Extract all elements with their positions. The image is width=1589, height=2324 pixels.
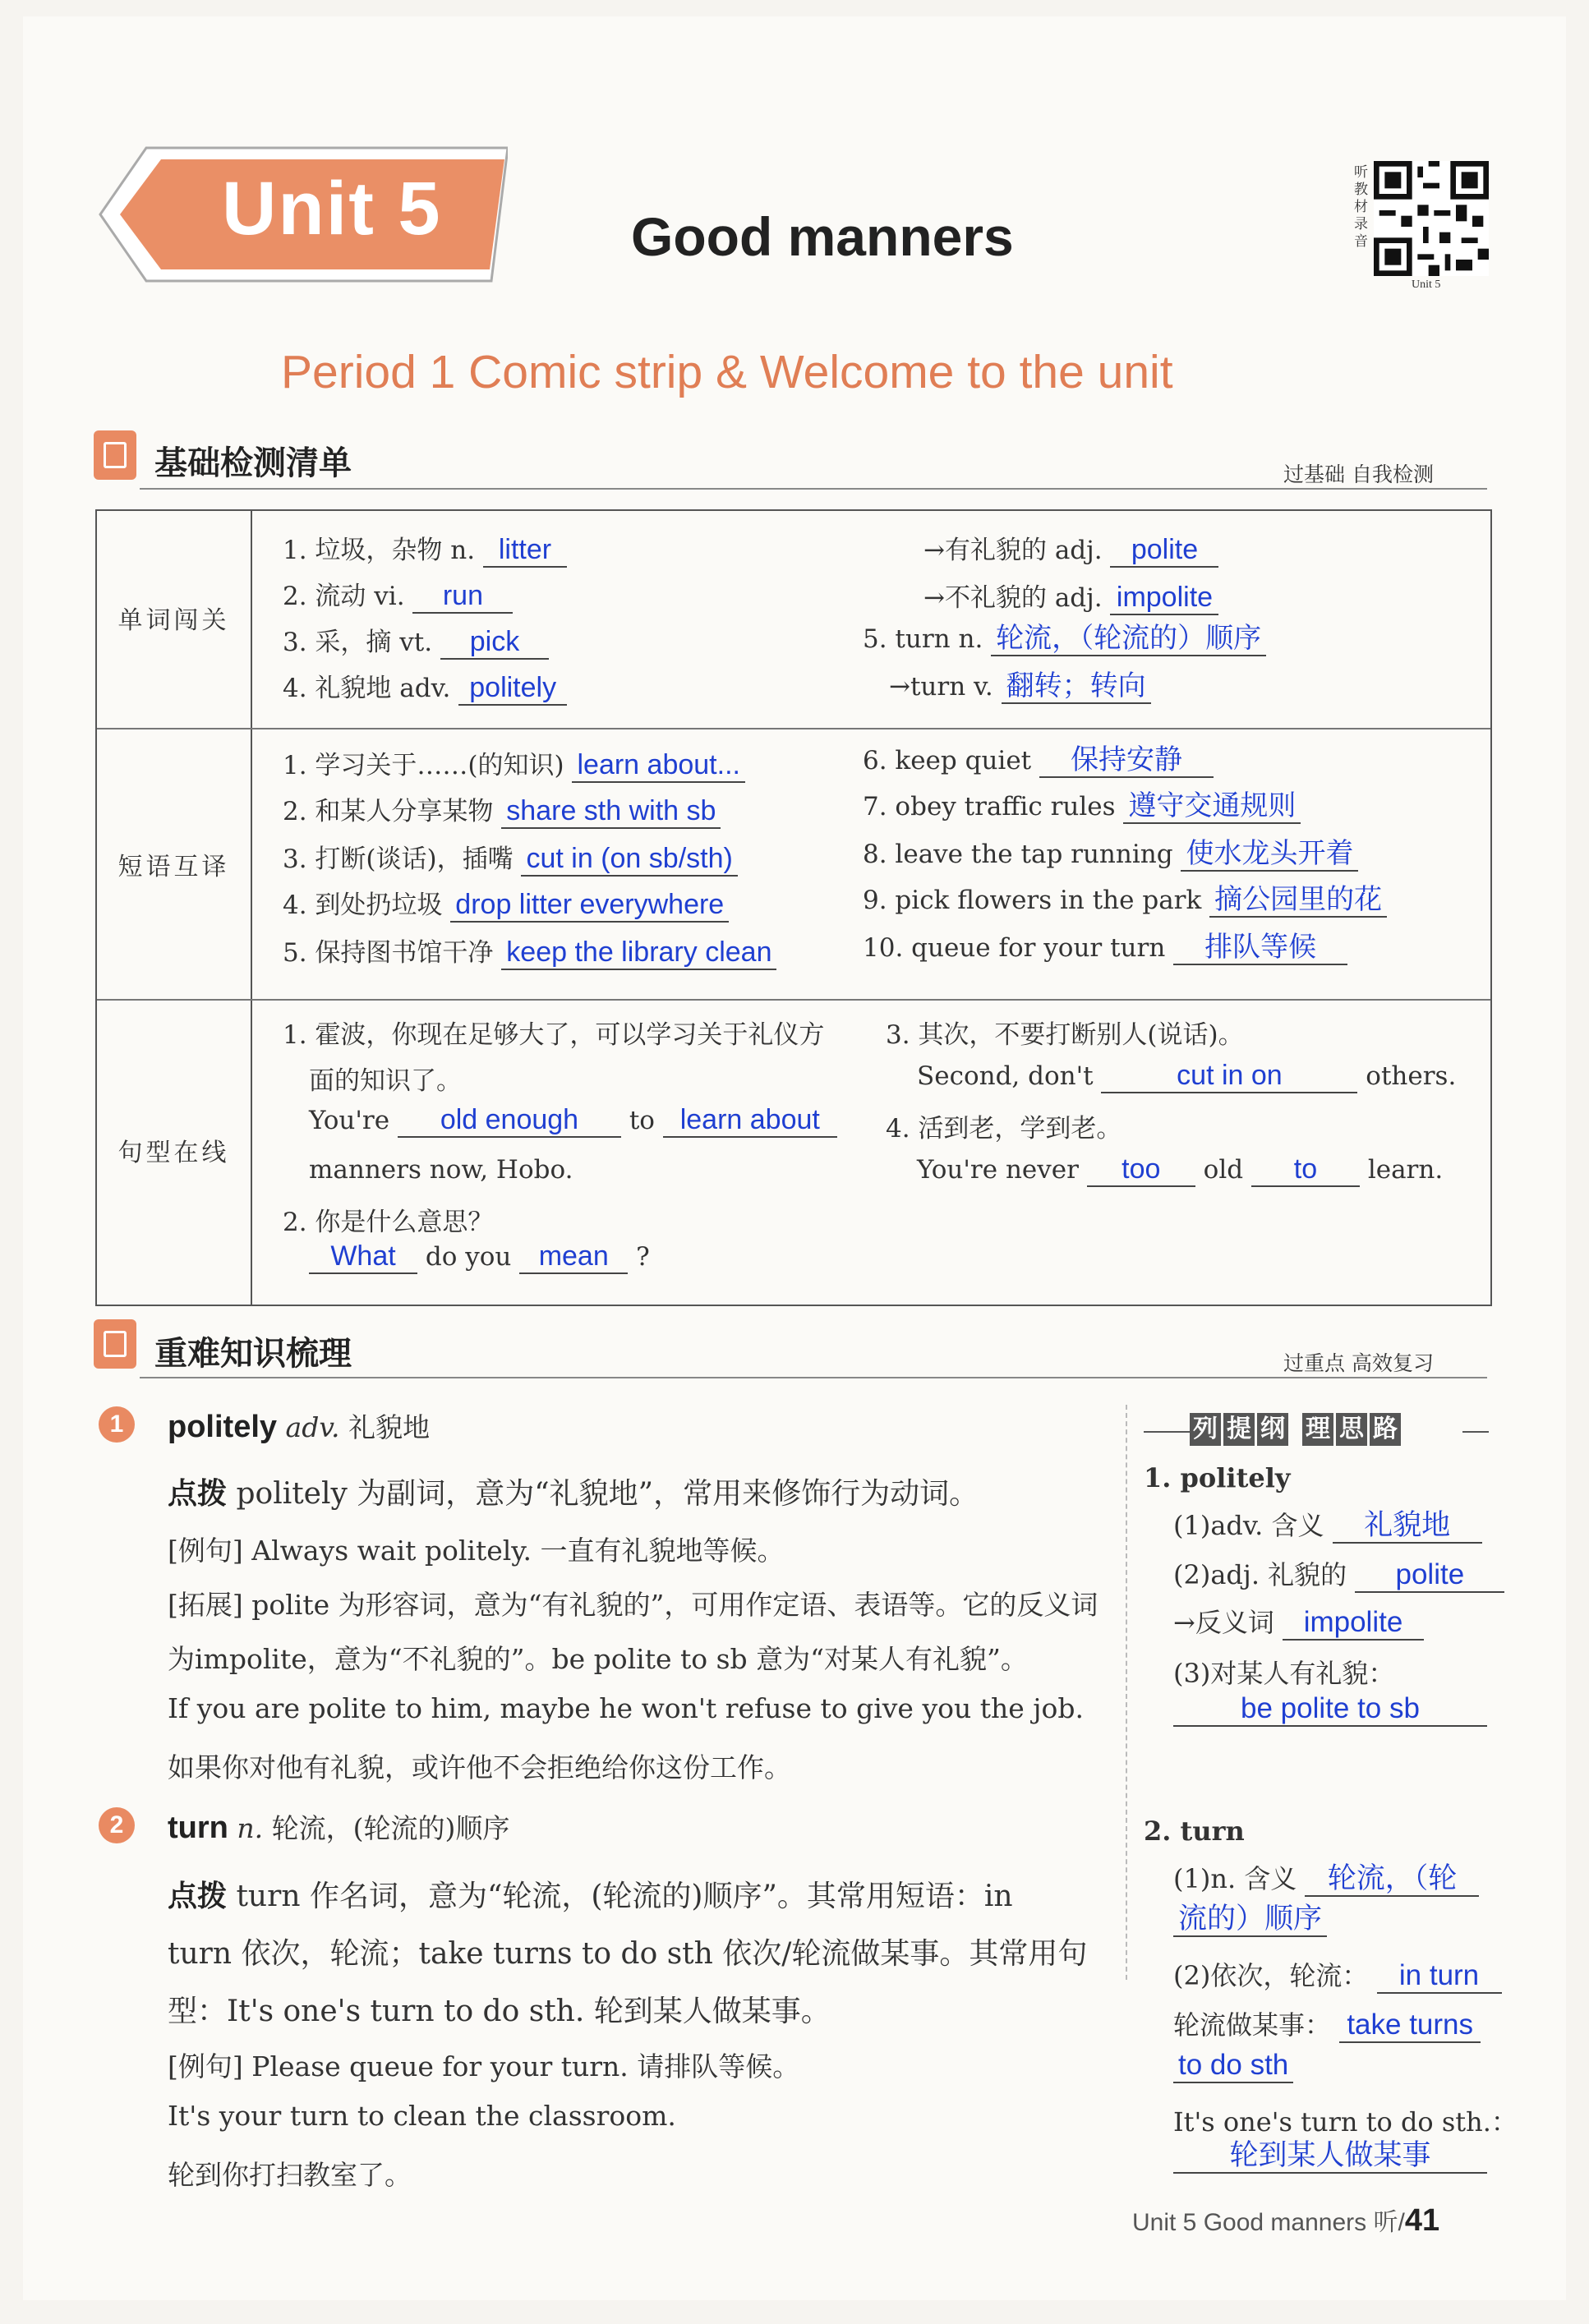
tip-line: 型：It's one's turn to do sth. 轮到某人做某事。 xyxy=(168,1995,831,2028)
sidebar-item-title: 2. turn xyxy=(1144,1815,1245,1847)
tip-line: turn 依次，轮流；take turns to do sth 依次/轮流做某事。其常用句 xyxy=(168,1937,1088,1971)
exercise-table xyxy=(95,509,1492,1306)
table-row-divider xyxy=(97,728,1490,729)
sentence-en: Second, don't cut in on others. xyxy=(917,1060,1456,1093)
answer-blank[interactable]: polite xyxy=(1355,1558,1504,1593)
page-footer: Unit 5 Good manners 听/41 xyxy=(1132,2203,1440,2238)
phrase-item: 3. 打断(谈话)，插嘴 cut in (on sb/sth) xyxy=(283,838,738,877)
row-label-phrases: 短语互译 xyxy=(117,853,230,881)
table-row-divider xyxy=(97,999,1490,1001)
page-title: Good manners xyxy=(631,206,1014,267)
sentence-cn: 2. 你是什么意思？ xyxy=(283,1208,494,1237)
phrase-item: 1. 学习关于……(的知识) learn about... xyxy=(283,744,745,783)
sidebar-header xyxy=(1190,1413,1403,1446)
chip: 理 xyxy=(1302,1413,1333,1446)
qr-side-label: 听教材录音 xyxy=(1354,164,1368,250)
answer-blank[interactable]: 遵守交通规则 xyxy=(1123,790,1301,824)
word-item: 3. 采，摘 vt. pick xyxy=(283,621,549,660)
answer-blank[interactable]: 礼貌地 xyxy=(1333,1509,1482,1544)
section2-tag: 过重点 高效复习 xyxy=(1283,1351,1434,1375)
tip-line: 点拨 turn 作名词，意为“轮流，(轮流的)顺序”。其常用短语：in xyxy=(168,1880,1013,1913)
answer-blank[interactable]: cut in (on sb/sth) xyxy=(521,843,737,877)
sidebar-line xyxy=(1173,2139,1487,2174)
sentence-en: What do you mean ? xyxy=(309,1240,650,1274)
answer-blank[interactable]: 翻转；转向 xyxy=(1002,670,1151,704)
example-line: It's your turn to clean the classroom. xyxy=(168,2100,676,2132)
qr-code-icon[interactable] xyxy=(1374,161,1489,276)
answer-blank[interactable]: take turns xyxy=(1339,2009,1481,2043)
answer-blank[interactable]: 流的）顺序 xyxy=(1173,1903,1327,1937)
qr-caption: Unit 5 xyxy=(1412,278,1441,291)
phrase-item: 5. 保持图书馆干净 keep the library clean xyxy=(283,932,776,970)
sentence-cn: 1. 霍波，你现在足够大了，可以学习关于礼仪方 xyxy=(283,1020,825,1050)
extension-line: 如果你对他有礼貌，或许他不会拒绝给你这份工作。 xyxy=(168,1751,791,1783)
headword: politely adv. 礼貌地 xyxy=(168,1410,431,1444)
answer-blank[interactable]: 轮流，（轮 xyxy=(1305,1862,1479,1897)
sidebar-line: (2)依次，轮流： in turn xyxy=(1173,1955,1502,1994)
sidebar-line xyxy=(1173,2049,1293,2083)
word-item: →有礼貌的 adj. polite xyxy=(923,529,1218,568)
section-icon xyxy=(94,430,136,480)
phrase-item: 8. leave the tap running 使水龙头开着 xyxy=(863,838,1358,872)
phrase-item: 4. 到处扔垃圾 drop litter everywhere xyxy=(283,884,729,923)
answer-blank[interactable]: 排队等候 xyxy=(1173,932,1347,965)
word-item: →turn v. 翻转；转向 xyxy=(889,670,1151,704)
sidebar-line: (1)n. 含义 轮流，（轮 xyxy=(1173,1858,1479,1897)
answer-blank[interactable]: run xyxy=(412,580,513,614)
extension-line: [拓展] polite 为形容词，意为“有礼貌的”，可用作定语、表语等。它的反义词 xyxy=(168,1589,1098,1621)
section1-rule xyxy=(140,488,1487,490)
sidebar-line: It's one's turn to do sth.： xyxy=(1173,2106,1518,2138)
word-item: 1. 垃圾，杂物 n. litter xyxy=(283,529,567,568)
row-label-words: 单词闯关 xyxy=(117,606,230,635)
answer-blank[interactable]: impolite xyxy=(1110,582,1218,615)
sidebar-rule xyxy=(1462,1431,1489,1433)
phrase-item: 7. obey traffic rules 遵守交通规则 xyxy=(863,790,1301,824)
answer-blank[interactable]: learn about... xyxy=(572,749,744,783)
section-icon xyxy=(94,1319,136,1369)
period-title: Period 1 Comic strip & Welcome to the unit xyxy=(281,346,1173,398)
headword: turn n. 轮流，(轮流的)顺序 xyxy=(168,1811,510,1845)
answer-blank[interactable]: 轮到某人做某事 xyxy=(1173,2139,1487,2174)
example-line: [例句] Please queue for your turn. 请排队等候。 xyxy=(168,2050,800,2082)
answer-blank[interactable]: 保持安静 xyxy=(1039,744,1214,778)
sentence-en: You're never too old to learn. xyxy=(917,1153,1443,1187)
answer-blank[interactable]: impolite xyxy=(1283,1606,1424,1641)
sidebar-item-title: 1. politely xyxy=(1144,1462,1291,1493)
answer-blank[interactable]: politely xyxy=(458,672,567,706)
section2-title: 重难知识梳理 xyxy=(154,1335,352,1373)
answer-blank[interactable]: to do sth xyxy=(1173,2049,1293,2083)
item-number: 1 xyxy=(99,1406,135,1443)
sentence-cn: 面的知识了。 xyxy=(309,1066,462,1096)
answer-blank[interactable]: drop litter everywhere xyxy=(450,889,729,923)
chip: 提 xyxy=(1223,1413,1255,1446)
row-label-sentences: 句型在线 xyxy=(117,1139,230,1167)
section1-title: 基础检测清单 xyxy=(154,444,352,482)
answer-blank[interactable]: too xyxy=(1087,1153,1195,1187)
page-number: 41 xyxy=(1404,2203,1440,2238)
answer-blank[interactable]: keep the library clean xyxy=(501,937,776,970)
phrase-item: 2. 和某人分享某物 share sth with sb xyxy=(283,790,721,829)
section2-rule xyxy=(140,1377,1487,1378)
answer-blank[interactable]: old enough xyxy=(398,1104,621,1138)
phrase-item: 10. queue for your turn 排队等候 xyxy=(863,932,1347,965)
item-number: 2 xyxy=(99,1807,135,1843)
sidebar-line: (2)adj. 礼貌的 polite xyxy=(1173,1554,1504,1593)
unit-label: Unit 5 xyxy=(222,167,442,251)
section1-tag: 过基础 自我检测 xyxy=(1283,462,1434,486)
sidebar-line: (1)adv. 含义 礼貌地 xyxy=(1173,1505,1482,1544)
chip: 纲 xyxy=(1257,1413,1288,1446)
answer-blank[interactable]: be polite to sb xyxy=(1173,1692,1487,1727)
answer-blank[interactable]: share sth with sb xyxy=(501,795,721,829)
answer-blank[interactable]: litter xyxy=(483,534,567,568)
answer-blank[interactable]: 使水龙头开着 xyxy=(1181,838,1358,872)
extension-line: 为impolite，意为“不礼貌的”。be polite to sb 意为“对某人有礼貌”。 xyxy=(168,1643,1028,1675)
extension-line: If you are polite to him, maybe he won't refuse to give you the job. xyxy=(168,1692,1084,1724)
answer-blank[interactable]: 轮流，（轮流的）顺序 xyxy=(991,623,1266,656)
answer-blank[interactable]: pick xyxy=(440,626,549,660)
word-item: →不礼貌的 adj. impolite xyxy=(923,577,1218,615)
sidebar-line xyxy=(1173,1903,1327,1937)
sentence-en: manners now, Hobo. xyxy=(309,1155,573,1185)
example-line: [例句] Always wait politely. 一直有礼貌地等候。 xyxy=(168,1535,785,1567)
sidebar-line: →反义词 impolite xyxy=(1173,1602,1424,1641)
chip: 路 xyxy=(1370,1413,1401,1446)
answer-blank[interactable]: mean xyxy=(519,1240,628,1274)
sidebar-line: 轮流做某事： take turns xyxy=(1173,2004,1481,2043)
tip-line: 点拨 politely 为副词，意为“礼貌地”，常用来修饰行为动词。 xyxy=(168,1477,979,1511)
example-line: 轮到你打扫教室了。 xyxy=(168,2159,412,2191)
sentence-en: You're old enough to learn about xyxy=(309,1104,837,1138)
sentence-cn: 3. 其次，不要打断别人(说话)。 xyxy=(886,1020,1244,1050)
sidebar-rule xyxy=(1144,1431,1190,1433)
word-item: 5. turn n. 轮流，（轮流的）顺序 xyxy=(863,623,1266,656)
table-divider xyxy=(251,511,252,1305)
chip: 思 xyxy=(1336,1413,1367,1446)
phrase-item: 9. pick flowers in the park 摘公园里的花 xyxy=(863,884,1387,918)
sidebar-line xyxy=(1173,1692,1487,1727)
chip: 列 xyxy=(1190,1413,1221,1446)
answer-blank[interactable]: polite xyxy=(1110,534,1218,568)
answer-blank[interactable]: in turn xyxy=(1377,1959,1502,1994)
word-item: 4. 礼貌地 adv. politely xyxy=(283,667,567,706)
answer-blank[interactable]: to xyxy=(1251,1153,1360,1187)
sidebar-divider xyxy=(1126,1405,1127,1980)
phrase-item: 6. keep quiet 保持安静 xyxy=(863,744,1214,778)
word-item: 2. 流动 vi. run xyxy=(283,575,513,614)
answer-blank[interactable]: learn about xyxy=(663,1104,837,1138)
sentence-cn: 4. 活到老，学到老。 xyxy=(886,1114,1122,1144)
sidebar-line: (3)对某人有礼貌： xyxy=(1173,1658,1395,1689)
answer-blank[interactable]: What xyxy=(309,1240,417,1274)
answer-blank[interactable]: 摘公园里的花 xyxy=(1209,884,1387,918)
answer-blank[interactable]: cut in on xyxy=(1101,1060,1357,1093)
